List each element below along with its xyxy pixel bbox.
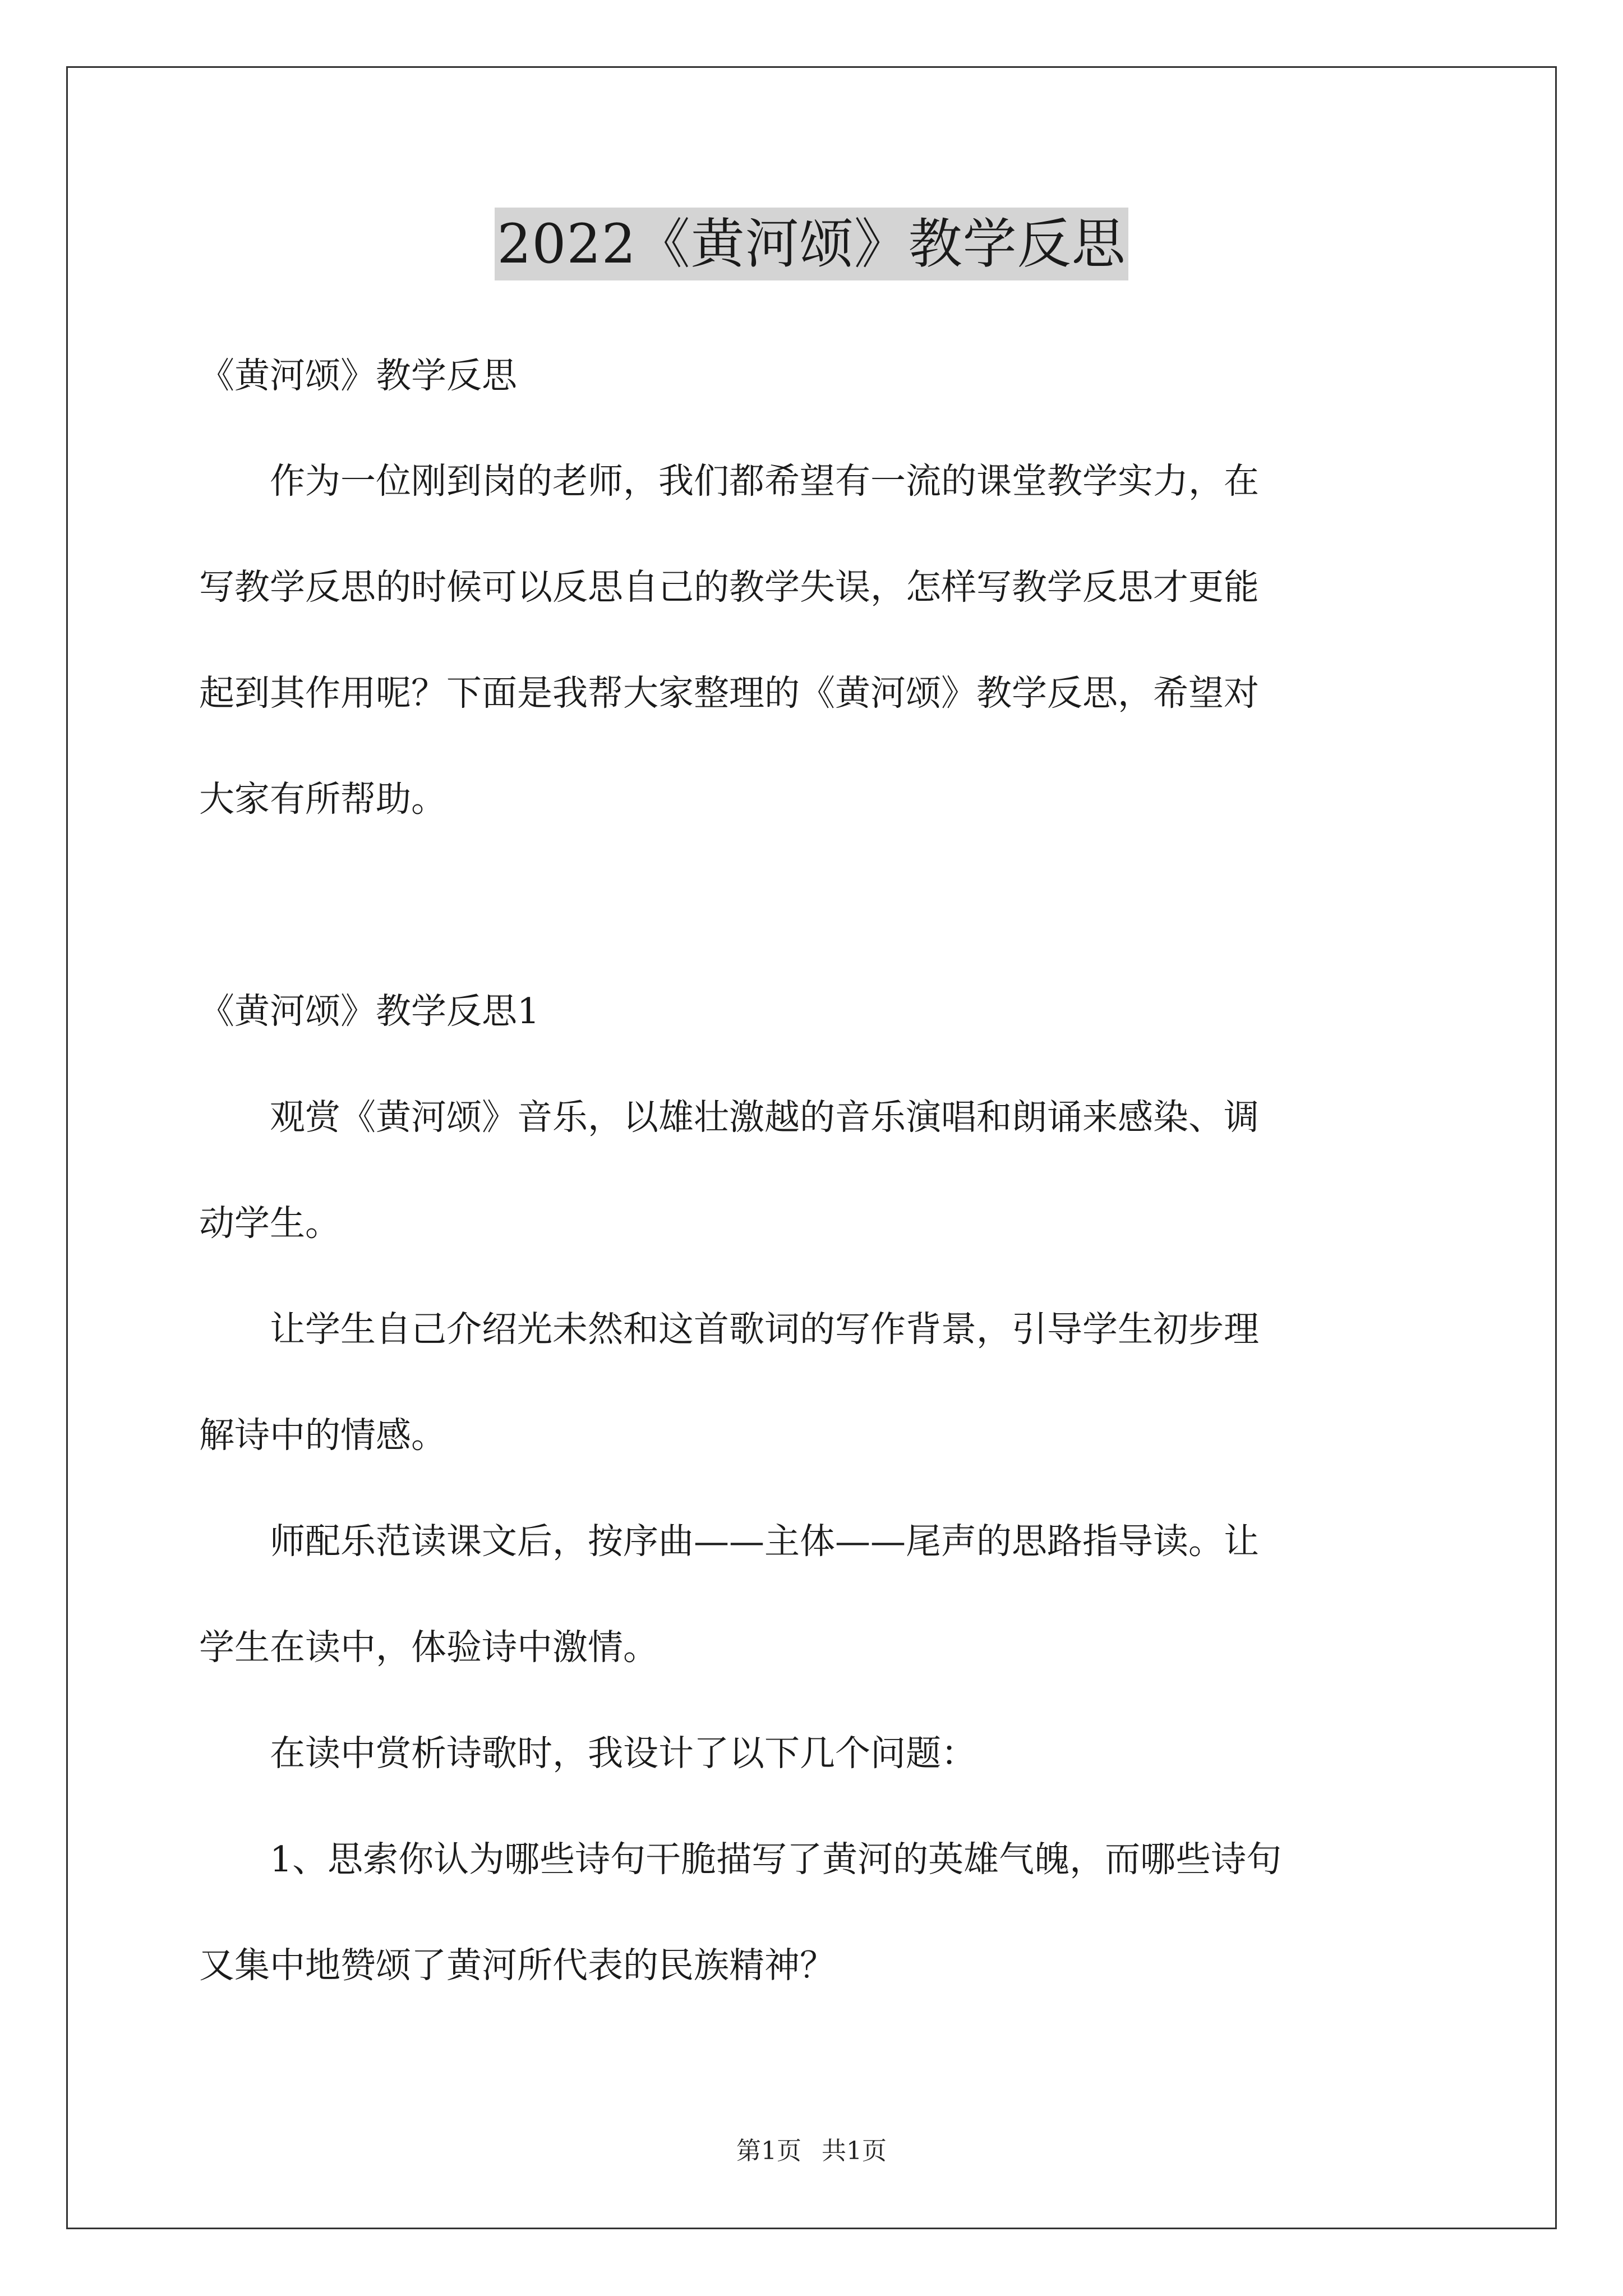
paragraph-line: 解诗中的情感。: [199, 1415, 446, 1456]
paragraph-line: 写教学反思的时候可以反思自己的教学失误，怎样写教学反思才更能: [199, 567, 1259, 608]
title-container: [0, 208, 1623, 280]
paragraph-line: 师配乐范读课文后，按序曲——主体——尾声的思路指导读。让: [270, 1521, 1259, 1562]
paragraph-line: 让学生自己介绍光未然和这首歌词的写作背景，引导学生初步理: [270, 1309, 1259, 1350]
page-total: 共1页: [822, 2137, 887, 2165]
paragraph-line: 起到其作用呢？下面是我帮大家整理的《黄河颂》教学反思，希望对: [199, 673, 1259, 714]
paragraph-line: 学生在读中，体验诗中激情。: [199, 1627, 658, 1668]
paragraph-line: 1、思索你认为哪些诗句干脆描写了黄河的英雄气魄，而哪些诗句: [270, 1839, 1282, 1880]
section-heading: 《黄河颂》教学反思: [199, 355, 517, 396]
document-title: 2022《黄河颂》教学反思: [495, 208, 1128, 280]
page-number: 第1页: [736, 2137, 801, 2165]
paragraph-line: 大家有所帮助。: [199, 779, 446, 820]
paragraph-line: 在读中赏析诗歌时，我设计了以下几个问题：: [270, 1733, 976, 1774]
section-heading: 《黄河颂》教学反思1: [199, 991, 540, 1032]
paragraph-line: 动学生。: [199, 1203, 340, 1244]
page-footer: [0, 2134, 1623, 2168]
paragraph-line: 又集中地赞颂了黄河所代表的民族精神？: [199, 1945, 835, 1986]
paragraph-line: 观赏《黄河颂》音乐，以雄壮激越的音乐演唱和朗诵来感染、调: [270, 1097, 1259, 1138]
paragraph-line: 作为一位刚到岗的老师，我们都希望有一流的课堂教学实力，在: [270, 461, 1259, 501]
